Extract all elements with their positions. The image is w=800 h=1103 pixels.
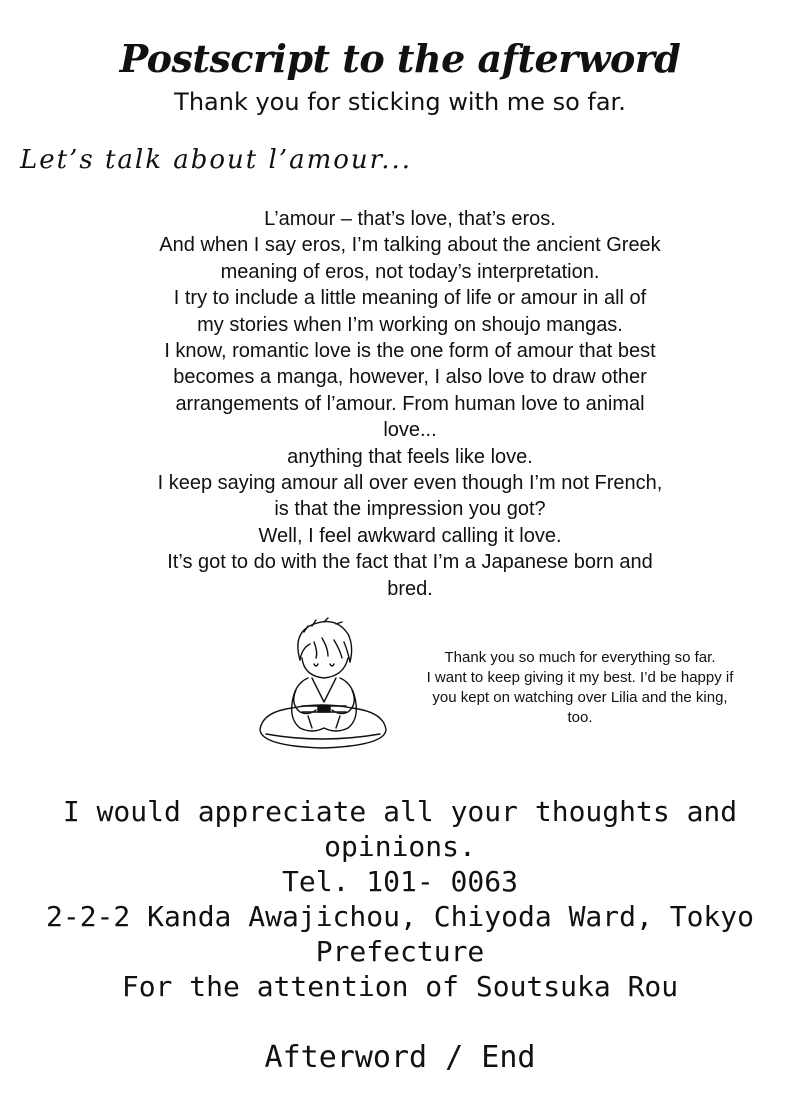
body-line: anything that feels like love.	[287, 445, 533, 468]
body-line: my stories when I’m working on shoujo mangas.	[197, 313, 623, 336]
contact-line: I would appreciate all your thoughts and	[62, 795, 738, 828]
body-line: becomes a manga, however, I also love to draw other	[173, 366, 647, 389]
note-line: I want to keep giving it my best. I’d be happy if	[426, 669, 734, 686]
body-line: arrangements of l’amour. From human love to animal	[175, 392, 645, 415]
body-paragraph	[105, 206, 715, 602]
body-line: is that the impression you got?	[274, 498, 546, 521]
contact-line: opinions.	[324, 830, 476, 863]
page-title: Postscript to the afterword	[119, 36, 681, 81]
contact-line: For the attention of Soutsuka Rou	[121, 970, 679, 1003]
note-line: Thank you so much for everything so far.	[444, 649, 716, 666]
page-subtitle: Thank you for sticking with me so far.	[174, 88, 626, 116]
body-line: And when I say eros, I’m talking about the ancient Greek	[159, 234, 661, 257]
note-line: you kept on watching over Lilia and the king,	[432, 689, 728, 706]
body-line: I keep saying amour all over even though I’m not French,	[157, 472, 663, 495]
contact-block	[0, 794, 800, 1004]
body-line: L’amour – that’s love, that’s eros.	[264, 208, 556, 230]
chibi-author-kneeling-icon	[252, 612, 392, 752]
section-heading: Let’s talk about l’amour...	[20, 145, 413, 175]
contact-line: 2-2-2 Kanda Awajichou, Chiyoda Ward, Tokyo	[45, 900, 754, 933]
contact-line: Prefecture	[315, 935, 485, 968]
body-line: bred.	[387, 577, 433, 600]
body-line: It’s got to do with the fact that I’m a Japanese born and	[167, 551, 653, 574]
note-line: too.	[567, 709, 593, 726]
end-text: Afterword / End	[264, 1040, 536, 1075]
body-line: love...	[383, 419, 437, 442]
body-line: I try to include a little meaning of life or amour in all of	[173, 287, 647, 310]
body-line: meaning of eros, not today’s interpretation.	[220, 260, 600, 283]
contact-line: Tel. 101- 0063	[281, 865, 518, 898]
side-note	[394, 648, 766, 728]
body-line: I know, romantic love is the one form of amour that best	[164, 340, 656, 363]
body-line: Well, I feel awkward calling it love.	[258, 524, 562, 547]
